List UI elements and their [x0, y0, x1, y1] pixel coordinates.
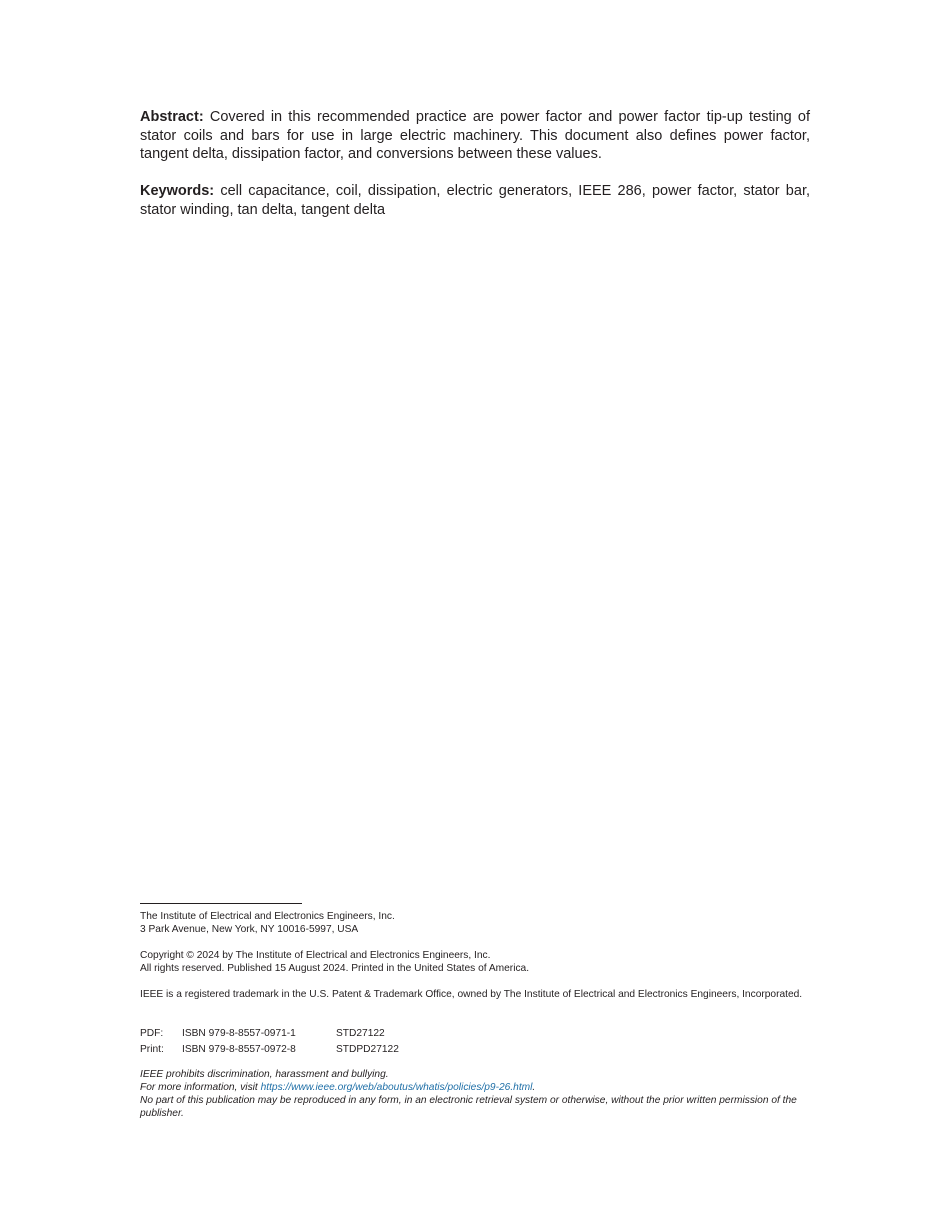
institute-address: 3 Park Avenue, New York, NY 10016-5997, USA	[140, 924, 359, 935]
trademark-notice: IEEE is a registered trademark in the U.S. Patent & Trademark Office, owned by The Institute of Electrical and Electronics Engineers, Incorporated.	[140, 989, 803, 1000]
isbn-number: ISBN 979-8-8557-0971-1	[182, 1028, 296, 1039]
isbn-row-print	[140, 1043, 820, 1059]
policy-line: IEEE prohibits discrimination, harassment and bullying.	[140, 1069, 389, 1080]
isbn-number: ISBN 979-8-8557-0972-8	[182, 1043, 296, 1055]
abstract-label: Abstract:	[140, 109, 204, 125]
abstract-paragraph	[140, 108, 810, 164]
more-info-prefix: For more information, visit	[140, 1082, 261, 1093]
abstract-text: Covered in this recommended practice are power factor and power factor tip-up testing of stator coils and bars for use in large electric machinery. This document also defines power factor, tangent delta, dissipation factor, and conversions between these values.	[140, 109, 811, 162]
isbn-format: PDF:	[140, 1028, 164, 1039]
more-info-suffix: .	[532, 1082, 536, 1093]
isbn-block	[140, 1027, 820, 1058]
footnote-rule	[140, 903, 302, 904]
copyright-line: Copyright © 2024 by The Institute of Electrical and Electronics Engineers, Inc.	[140, 950, 491, 961]
legal-block	[140, 1068, 820, 1120]
copyright-block	[140, 949, 820, 975]
isbn-code: STDPD27122	[336, 1043, 399, 1055]
keywords-label: Keywords:	[140, 183, 215, 199]
institute-name: The Institute of Electrical and Electronics Engineers, Inc.	[140, 911, 395, 922]
policy-link[interactable]: https://www.ieee.org/web/aboutus/whatis/policies/p9-26.html	[260, 1082, 533, 1093]
isbn-format: Print:	[140, 1043, 164, 1055]
rights-line: All rights reserved. Published 15 August 2024. Printed in the United States of America.	[140, 963, 530, 974]
more-info-line	[140, 1081, 820, 1094]
isbn-row-pdf	[140, 1027, 820, 1043]
isbn-code: STD27122	[336, 1028, 385, 1039]
keywords-paragraph	[140, 182, 810, 219]
reproduction-notice: No part of this publication may be reproduced in any form, in an electronic retrieval system or otherwise, without the prior written permission of the publisher.	[140, 1095, 797, 1119]
keywords-text: cell capacitance, coil, dissipation, electric generators, IEEE 286, power factor, stator bar, stator winding, tan delta, tangent delta	[140, 183, 810, 218]
publisher-block	[140, 910, 820, 936]
